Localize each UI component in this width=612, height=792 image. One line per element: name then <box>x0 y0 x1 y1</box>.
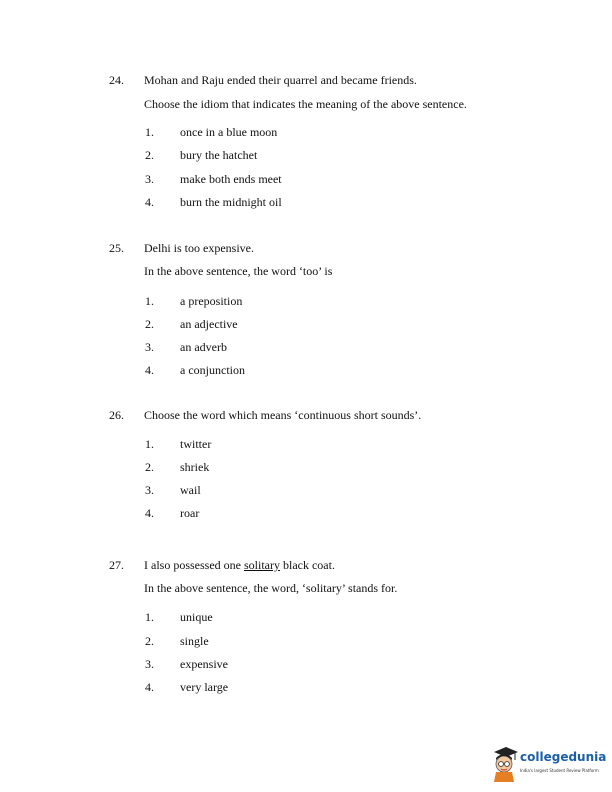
option-text: roar <box>180 506 200 520</box>
question-text <box>144 558 335 573</box>
option-text: a conjunction <box>180 363 245 377</box>
option-number: 1. <box>145 125 154 139</box>
option-number: 4. <box>145 195 154 209</box>
question-instruction: In the above sentence, the word, ‘solitary’ stands for. <box>144 581 398 595</box>
option-text: burn the midnight oil <box>180 195 282 209</box>
question-number: 24. <box>109 73 124 87</box>
option-text: bury the hatchet <box>180 148 258 162</box>
question-number: 27. <box>109 558 124 572</box>
option-text: make both ends meet <box>180 172 282 186</box>
question-instruction: Choose the idiom that indicates the meaning of the above sentence. <box>144 97 467 111</box>
option-text: twitter <box>180 437 212 451</box>
question-text: Delhi is too expensive. <box>144 241 254 255</box>
option-number: 1. <box>145 294 154 308</box>
option-number: 4. <box>145 680 154 694</box>
option-number: 3. <box>145 340 154 354</box>
question-instruction: In the above sentence, the word ‘too’ is <box>144 264 333 278</box>
question-number: 25. <box>109 241 124 255</box>
brand-name: collegedunia <box>520 750 607 764</box>
option-text: shriek <box>180 460 210 474</box>
option-text: very large <box>180 680 229 694</box>
question-text-post: black coat. <box>279 558 335 572</box>
option-number: 2. <box>145 148 154 162</box>
option-text: an adjective <box>180 317 238 331</box>
question-number: 26. <box>109 408 124 422</box>
option-text: a preposition <box>180 294 243 308</box>
underlined-word: solitary <box>243 558 280 572</box>
question-text: Mohan and Raju ended their quarrel and became friends. <box>144 73 417 87</box>
option-number: 3. <box>145 483 154 497</box>
brand-tagline: India's largest Student Review Platform <box>520 768 599 773</box>
option-number: 1. <box>145 610 154 624</box>
option-text: expensive <box>180 657 228 671</box>
option-number: 4. <box>145 506 154 520</box>
question-text-pre: I also possessed one <box>144 558 244 572</box>
option-number: 3. <box>145 172 154 186</box>
option-number: 2. <box>145 317 154 331</box>
question-text: Choose the word which means ‘continuous short sounds’. <box>144 408 422 422</box>
mascot-icon <box>490 746 518 782</box>
option-text: unique <box>180 610 213 624</box>
option-text: an adverb <box>180 340 227 354</box>
option-number: 2. <box>145 460 154 474</box>
option-number: 3. <box>145 657 154 671</box>
option-number: 4. <box>145 363 154 377</box>
option-text: wail <box>180 483 201 497</box>
option-text: single <box>180 634 209 648</box>
option-number: 1. <box>145 437 154 451</box>
option-text: once in a blue moon <box>180 125 278 139</box>
collegedunia-logo <box>490 744 608 784</box>
option-number: 2. <box>145 634 154 648</box>
